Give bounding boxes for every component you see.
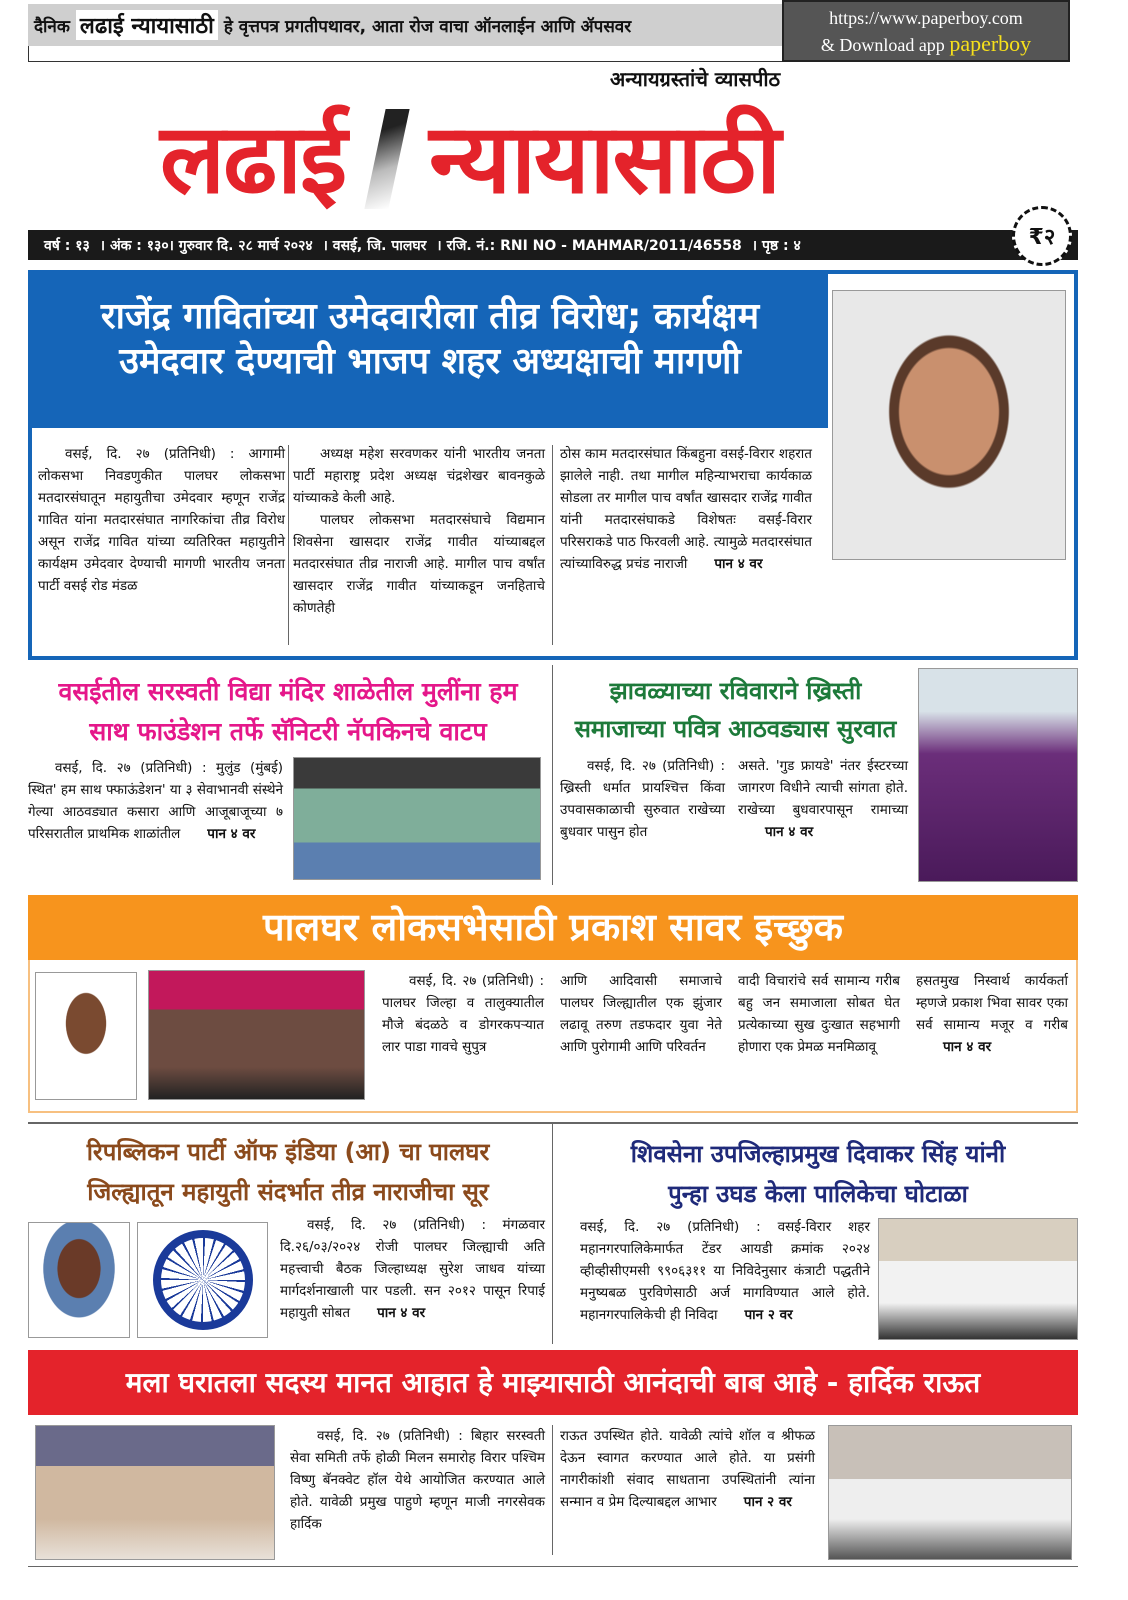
story3-photo-jesus-statue [918, 668, 1078, 882]
lead-headline-line: राजेंद्र गावितांच्या उमेदवारीला तीव्र विरोध; कार्यक्षम [100, 296, 760, 337]
continued-on-page: पान ४ वर [943, 1039, 992, 1055]
story5-body [280, 1214, 545, 1324]
masthead-title-right: न्यायासाठी [429, 103, 779, 215]
story5-headline-line: जिल्ह्यातून महायुती संदर्भात तीव्र नाराजीचा सूर [87, 1178, 489, 1206]
column-divider [552, 445, 553, 645]
story6-headline [558, 1134, 1078, 1214]
paperboy-box[interactable] [782, 0, 1070, 62]
issue-place: । वसई, जि. पालघर [322, 237, 427, 254]
story3-paragraph-text: असते. 'गुड फ्रायडे' नंतर ईस्टरच्या जागरण विधीने त्याची सांगता होते. राखेच्या बुधवारपासून रामाच्या [738, 758, 908, 818]
story4-column-2 [560, 970, 722, 1058]
masthead-logo [160, 104, 960, 214]
continued-on-page: पान ४ वर [714, 556, 763, 572]
story6-photo-meeting [878, 1218, 1078, 1340]
story4-column-4 [916, 970, 1068, 1058]
story2-body [28, 757, 283, 845]
lead-headline [32, 274, 828, 428]
bottom-rule [28, 1566, 1078, 1567]
continued-on-page: पान २ वर [743, 1494, 792, 1510]
masthead-title-left: लढाई [160, 103, 346, 215]
story7-paragraph-text: राऊत उपस्थित होते. यावेळी त्यांचे शॉल व श्रीफळ देऊन स्वागत करण्यात आले होते. या प्रसंगी नागरीकांशी संवाद साधताना उपस्थितांनी त्यांना सन्मान व प्रेम दिल्याबद्दल आभार [560, 1428, 815, 1510]
story2-headline [28, 672, 548, 752]
story5-headline [28, 1132, 548, 1212]
column-divider [552, 1425, 553, 1555]
lead-paragraph: वसई, दि. २७ (प्रतिनिधी) : आगामी लोकसभा निवडणुकीत पालघर लोकसभा मतदारसंघातून महायुतीचा उमेदवार म्हणून राजेंद्र गावित यांना मतदारसंघात नागरिकांचा तीव्र विरोध असून राजेंद्र गावित यांच्या व्यतिरिक्त महायुतीने कार्यक्षम उमेदवार देण्याची मागणी भारतीय जनता पार्टी वसई रोड मंडळ [38, 446, 285, 594]
story3-column-1 [560, 755, 725, 843]
story6-headline-line: शिवसेना उपजिल्हाप्रमुख दिवाकर सिंह यांनी [630, 1140, 1006, 1168]
mini-logo: लढाई न्यायासाठी [76, 10, 218, 40]
story4-paragraph [916, 970, 1068, 1058]
story4-paragraph: आणि आदिवासी समाजाचे पालघर जिल्ह्यातील एक झुंजार लढावू तरुण तडफदार युवा नेते आणि पुरोगामी आणि परिवर्तन [560, 973, 722, 1055]
continued-on-page: पान ४ वर [377, 1305, 426, 1321]
continued-on-page: पान ४ वर [765, 824, 814, 840]
lead-column-3 [560, 443, 812, 575]
story4-photo-event [148, 970, 365, 1100]
story6-headline-line: पुन्हा उघड केला पालिकेचा घोटाळा [668, 1180, 968, 1208]
promo-strip [28, 4, 782, 46]
story7-paragraph: वसई, दि. २७ (प्रतिनिधी) : बिहार सरस्वती सेवा समिती तर्फे होळी मिलन समारोह विरार पश्चिम विष्णु बॅनक्वेट हॉल येथे आयोजित करण्यात आले होते. यावेळी प्रमुख पाहुणे म्हणून माजी नगरसेवक हार्दिक [290, 1428, 545, 1532]
story6-body [580, 1216, 870, 1326]
fountain-pen-icon [365, 109, 410, 209]
story4-headline: पालघर लोकसभेसाठी प्रकाश सावर इच्छुक [28, 895, 1078, 960]
lead-paragraph-text: ठोस काम मतदारसंघात किंबहुना वसई-विरार शहरात झालेले नाही. तथा मागील महिन्याभराचा कार्यकाळ सोडला तर मागील पाच वर्षांत खासदार राजेंद्र गावीत यांनी मतदारसंघाकडे विशेषतः वसई-विरार परिसराकडे पाठ फिरवली आहे. त्यामुळे मतदारसंघात त्यांच्याविरुद्ध प्रचंड नाराजी [560, 446, 812, 572]
price-badge: ₹२ [1012, 206, 1072, 266]
story6-paragraph-text: वसई, दि. २७ (प्रतिनिधी) : वसई-विरार शहर महानगरपालिकेमार्फत टेंडर आयडी क्रमांक २०२४ व्हीव्हीसीएमसी ९९०६३११ या निविदेनुसार कंत्राटी पद्धतीने मनुष्यबळ पुरविणेसाठी अर्ज मागविण्यात आले होते. महानगरपालिकेची ही निविदा [580, 1219, 870, 1323]
story7-column-1 [290, 1425, 545, 1535]
story2-photo-students [293, 757, 541, 880]
story3-headline-line: झावळ्याच्या रविवाराने ख्रिस्ती [609, 677, 862, 705]
story5-photo-portrait [28, 1222, 130, 1338]
lead-paragraph [560, 443, 812, 575]
story2-headline-line: साथ फाउंडेशन तर्फे सॅनिटरी नॅपकिनचे वाटप [89, 717, 487, 746]
lead-column-2 [293, 443, 545, 619]
story3-paragraph: वसई, दि. २७ (प्रतिनिधी) : ख्रिस्ती धर्मात प्रायश्चित्त किंवा उपवासकाळाची सुरुवात राखेच्या बुधवार पासुन होत [560, 758, 725, 840]
registration-number: । रजि. नं.: RNI NO - MAHMAR/2011/46558 [436, 237, 742, 254]
promo-prefix: दैनिक [34, 16, 70, 37]
story4-column-1 [382, 970, 544, 1058]
story7-paragraph [560, 1425, 815, 1513]
story6-paragraph [580, 1216, 870, 1326]
lead-paragraph: पालघर लोकसभा मतदारसंघाचे विद्यमान शिवसेना खासदार राजेंद्र गावीत यांच्याबद्दल मतदारसंघात तीव्र नाराजी आहे. मागील पाच वर्षांत खासदार राजेंद्र गावीत यांच्याकडून जनहिताचे कोणतेही [293, 512, 545, 616]
story3-headline [558, 672, 913, 748]
continued-on-page: पान २ वर [744, 1307, 793, 1323]
paperboy-app-name[interactable]: paperboy [949, 31, 1032, 56]
story4-column-3 [738, 970, 900, 1058]
column-divider [552, 665, 553, 885]
story2-headline-line: वसईतील सरस्वती विद्या मंदिर शाळेतील मुलींना हम [58, 677, 518, 706]
issue-info-bar [28, 230, 1078, 260]
download-line [784, 31, 1068, 58]
story2-paragraph-text: वसई, दि. २७ (प्रतिनिधी) : मुलुंड (मुंबई) स्थित' हम साथ फ्फाऊंडेशन' या ३ सेवाभानवी संस्थेने गेल्या आठवड्यात कसारा आणि आजूबाजूच्या ७ परिसरातील प्राथमिक शाळांतील [28, 760, 283, 842]
issue-number-date: । अंक : १३०। गुरुवार दि. २८ मार्च २०२४ [99, 237, 313, 254]
story4-paragraph-text: हसतमुख निस्वार्थ कार्यकर्ता म्हणजे प्रकाश भिवा सावर एका सर्व सामान्य मजूर व गरीब [916, 973, 1068, 1033]
promo-text: हे वृत्तपत्र प्रगतीपथावर, आता रोज वाचा ऑनलाईन आणि ॲपसवर [223, 16, 632, 37]
story5-paragraph-text: वसई, दि. २७ (प्रतिनिधी) : मंगळवार दि.२६/०३/२०२४ रोजी पालघर जिल्ह्याची अति महत्त्वाची बैठक जिल्हाध्यक्ष सुरेश जाधव यांच्या मार्गदर्शनाखाली पार पडली. सन २०१२ पासून रिपाई महायुती सोबत [280, 1217, 545, 1321]
page-count: । पृष्ठ : ४ [751, 237, 801, 254]
story4-paragraph: वादी विचारांचे सर्व सामान्य गरीब बहु जन समाजाला सोबत घेत प्रत्येकाच्या सुख दुःखात सहभागी होणारा एक प्रेमळ मनमिळावू [738, 973, 900, 1055]
section-divider [28, 1122, 1078, 1124]
lead-column-1 [38, 443, 285, 597]
issue-year: वर्ष : १३ [44, 237, 90, 254]
story4-photo-portrait [35, 972, 137, 1100]
masthead-tagline: अन्यायग्रस्तांचे व्यासपीठ [610, 67, 781, 91]
story5-paragraph [280, 1214, 545, 1324]
continued-on-page: पान ४ वर [207, 826, 256, 842]
story7-column-2 [560, 1425, 815, 1513]
story4-paragraph: वसई, दि. २७ (प्रतिनिधी) : पालघर जिल्हा व तालुक्यातील मौजे बंदळठे व डोगरकपऱ्यात लार पाडा गावचे सुपुत्र [382, 973, 544, 1055]
story7-photo-stage [35, 1425, 275, 1560]
story3-paragraph [738, 755, 908, 843]
lead-photo-portrait [832, 290, 1066, 560]
story3-headline-line: समाजाच्या पवित्र आठवड्यास सुरवात [574, 715, 897, 743]
column-divider [288, 445, 289, 645]
download-text: & Download app [820, 35, 945, 55]
paperboy-url[interactable]: https://www.paperboy.com [829, 8, 1023, 28]
lead-paragraph: अध्यक्ष महेश सरवणकर यांनी भारतीय जनता पार्टी महाराष्ट्र प्रदेश अध्यक्ष चंद्रशेखर बावनकुळे यांच्याकडे केली आहे. [293, 446, 545, 506]
ashoka-chakra-icon [137, 1222, 268, 1338]
story5-headline-line: रिपब्लिकन पार्टी ऑफ इंडिया (आ) चा पालघर [86, 1138, 490, 1166]
story3-column-2 [738, 755, 908, 843]
column-divider [552, 1124, 553, 1344]
story2-paragraph [28, 757, 283, 845]
story7-photo-audience [828, 1425, 1072, 1560]
lead-headline-line: उमेदवार देण्याची भाजप शहर अध्यक्षाची मागणी [119, 341, 741, 382]
story7-headline: मला घरातला सदस्य मानत आहात हे माझ्यासाठी आनंदाची बाब आहे - हार्दिक राऊत [28, 1350, 1078, 1415]
